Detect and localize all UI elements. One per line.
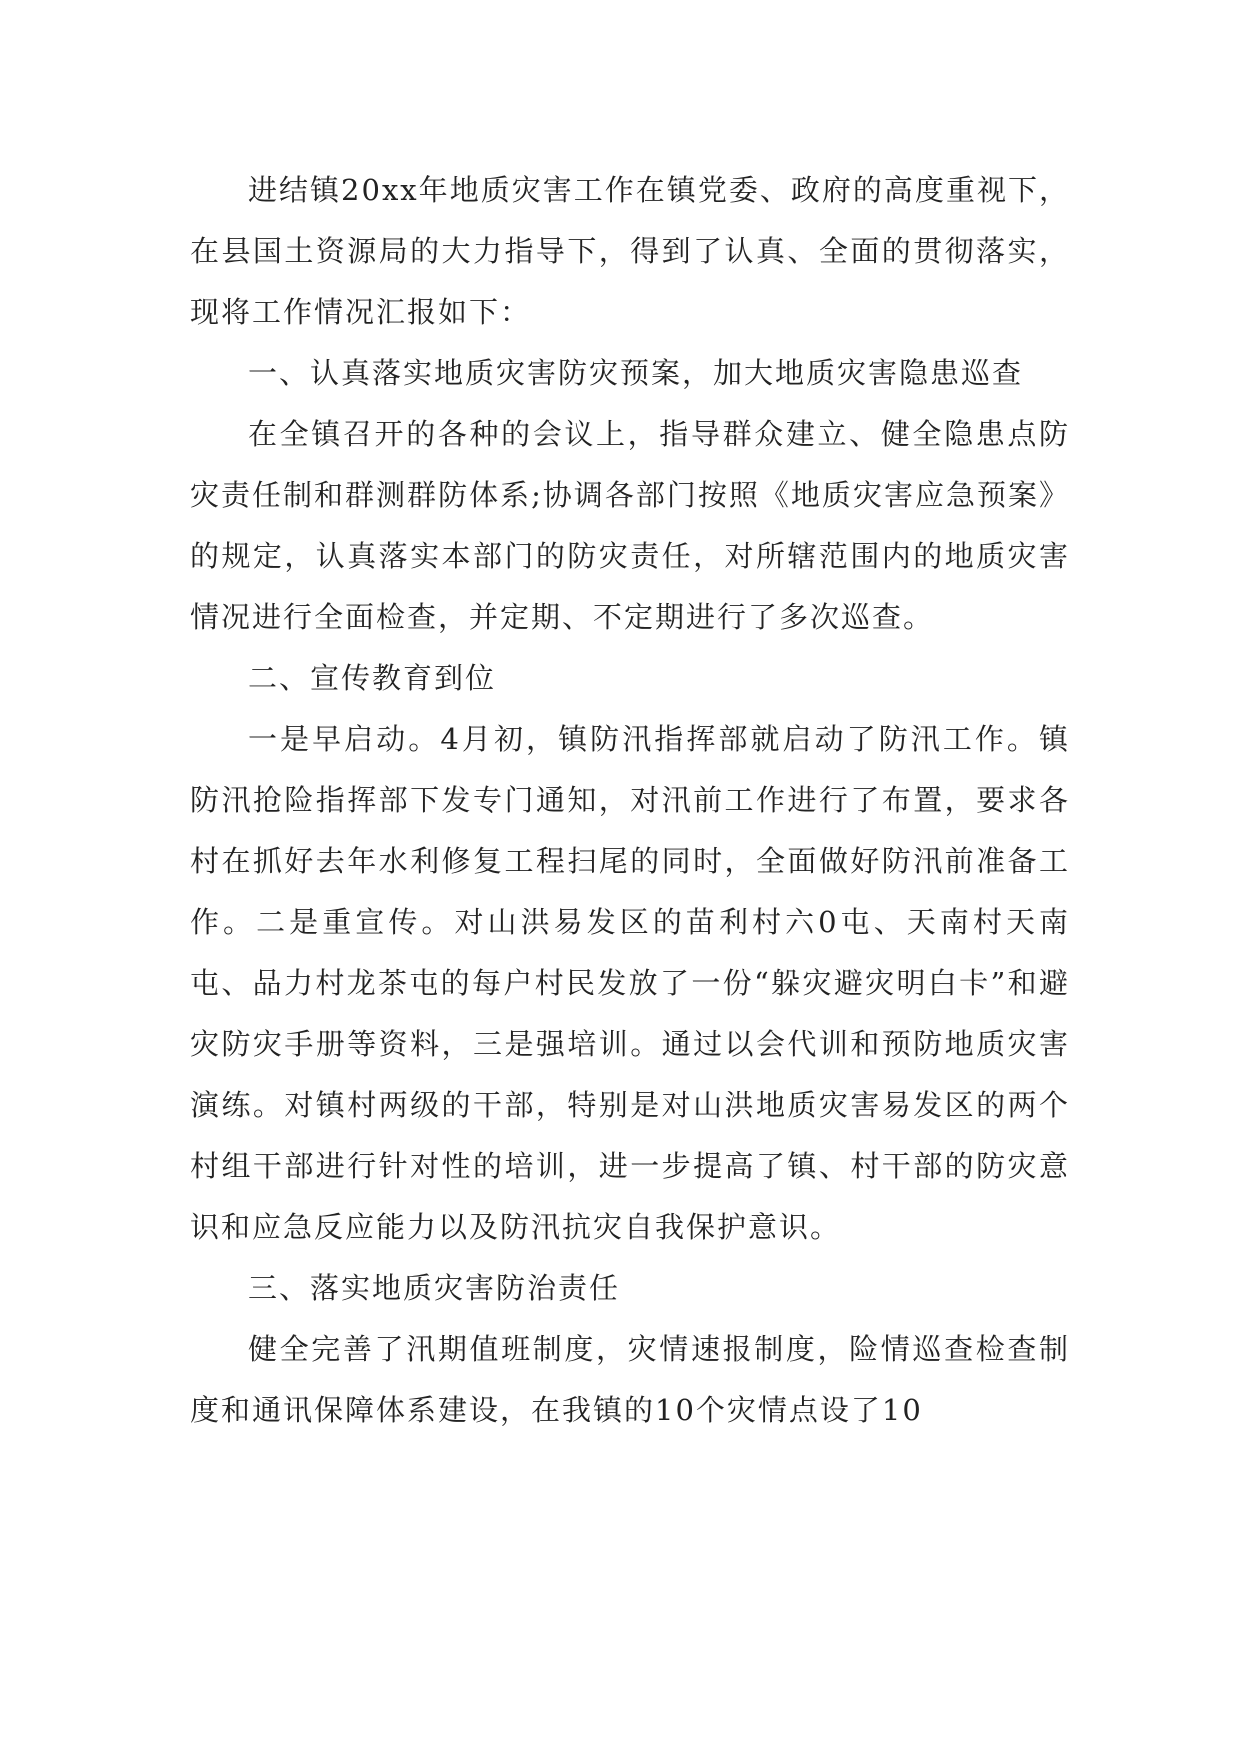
section-heading-1: 一、认真落实地质灾害防灾预案，加大地质灾害隐患巡查: [248, 356, 1024, 390]
section-heading-3: 三、落实地质灾害防治责任: [248, 1271, 621, 1305]
paragraph-section-2: 一是早启动。4月初，镇防汛指挥部就启动了防汛工作。镇防汛抢险指挥部下发专门通知，对汛前工作进行了布置，要求各村在抓好去年水利修复工程扫尾的同时，全面做好防汛前准备工作。二是重宣传。对山洪易发区的苗利村六0屯、天南村天南屯、品力村龙茶屯的每户村民发放了一份“躲灾避灾明白卡”和避灾防灾手册等资料，三是强培训。通过以会代训和预防地质灾害演练。对镇村两级的干部，特别是对山洪地质灾害易发区的两个村组干部进行针对性的培训，进一步提高了镇、村干部的防灾意识和应急反应能力以及防汛抗灾自我保护意识。: [190, 722, 1070, 1244]
paragraph-section-3: 健全完善了汛期值班制度，灾情速报制度，险情巡查检查制度和通讯保障体系建设，在我镇的10个灾情点设了10: [190, 1332, 1070, 1427]
paragraph-section-1: 在全镇召开的各种的会议上，指导群众建立、健全隐患点防灾责任制和群测群防体系;协调各部门按照《地质灾害应急预案》的规定，认真落实本部门的防灾责任，对所辖范围内的地质灾害情况进行全面检查，并定期、不定期进行了多次巡查。: [190, 417, 1070, 634]
section-heading-2: 二、宣传教育到位: [248, 661, 497, 695]
document-body: [190, 160, 1070, 1441]
paragraph-intro: 进结镇20xx年地质灾害工作在镇党委、政府的高度重视下，在县国土资源局的大力指导下，得到了认真、全面的贯彻落实，现将工作情况汇报如下：: [190, 173, 1070, 329]
